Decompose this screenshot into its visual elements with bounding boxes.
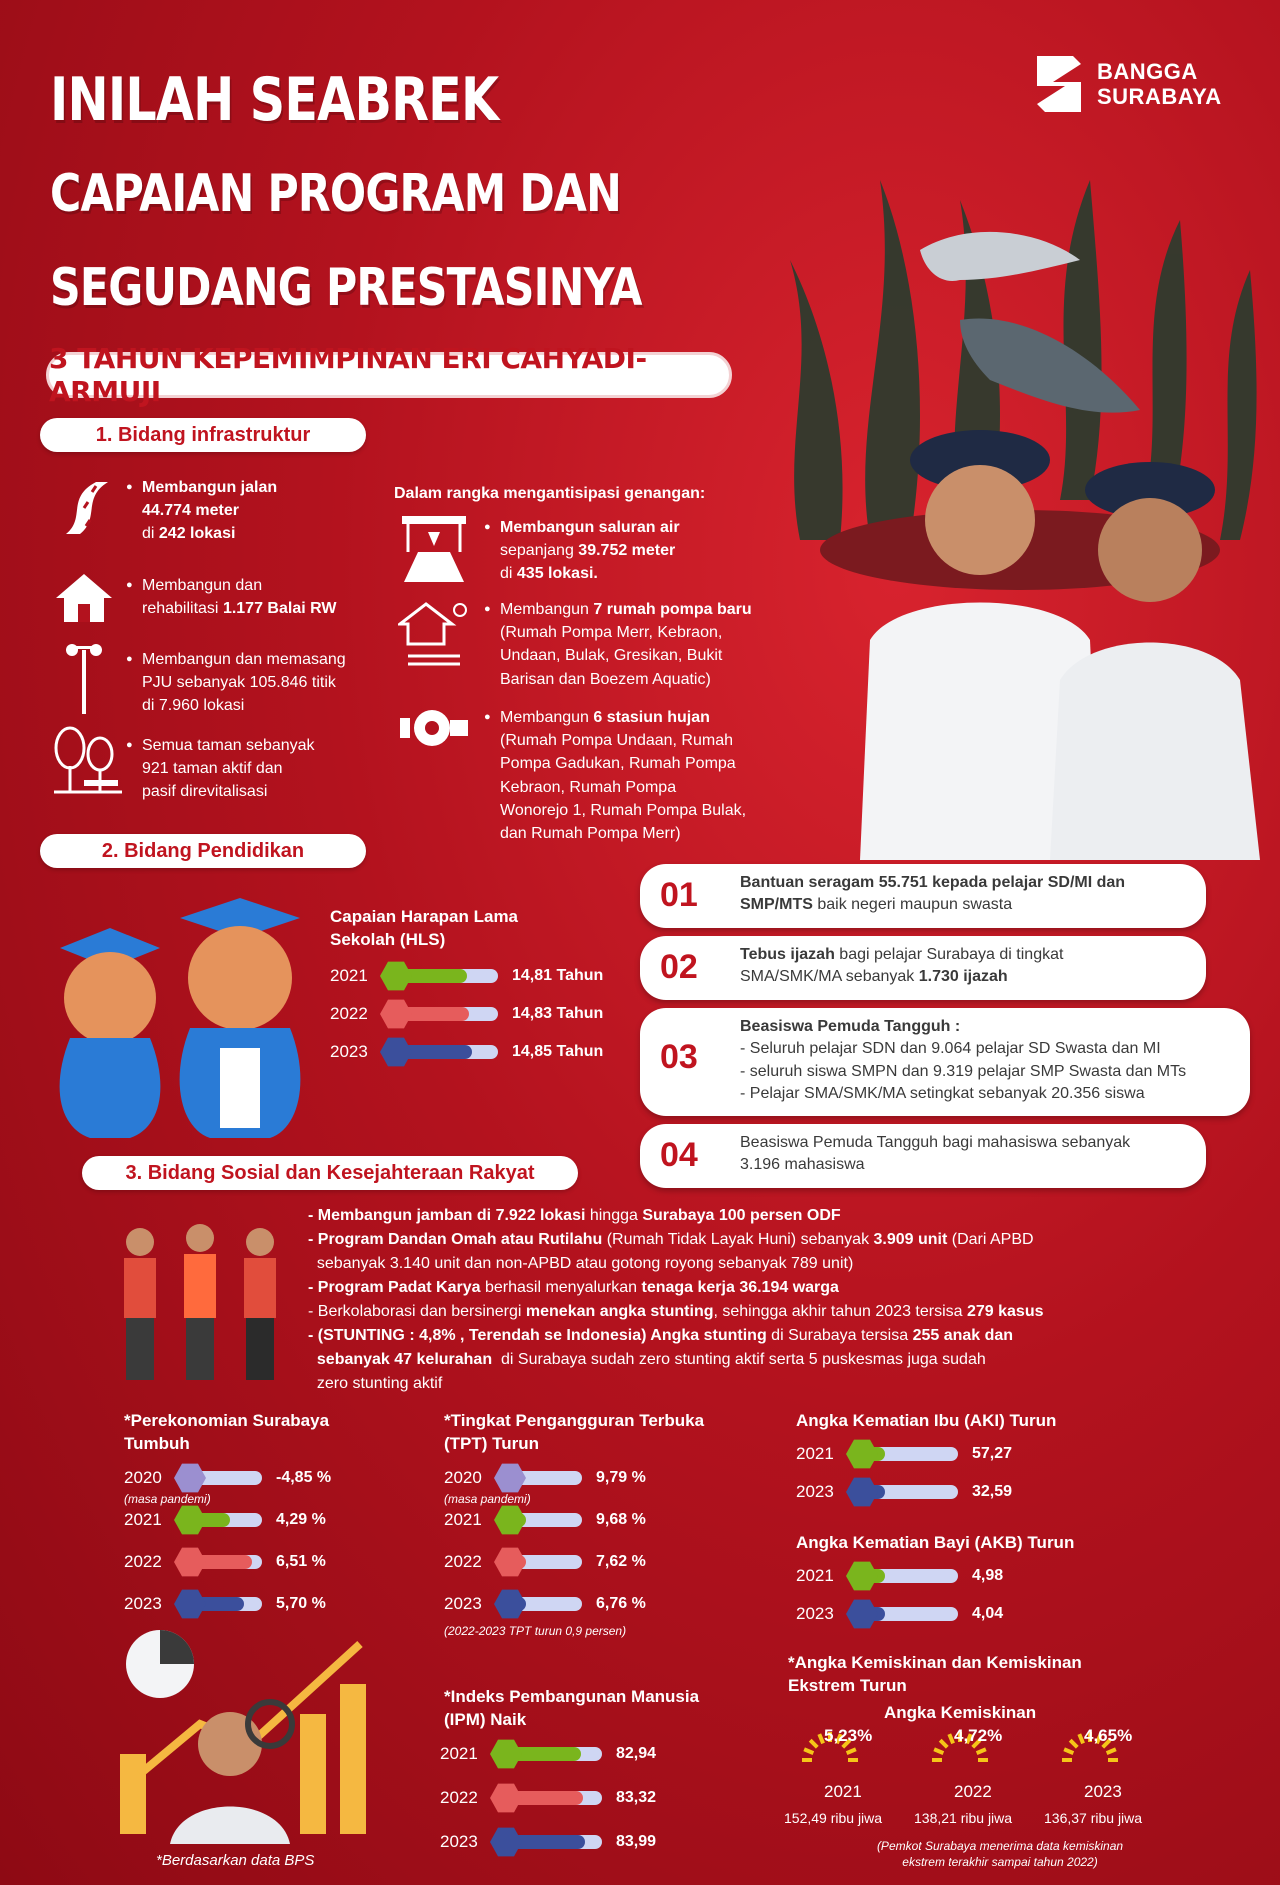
infra-road-l3a: di xyxy=(142,525,159,543)
edu-card-02-l1a: Tebus ijazah xyxy=(740,946,835,963)
bar-row xyxy=(796,1604,1003,1624)
poverty-year: 2021 xyxy=(824,1782,862,1801)
akb-title: Angka Kematian Bayi (AKB) Turun xyxy=(796,1533,1075,1552)
bar-value: 4,04 xyxy=(972,1605,1004,1622)
officials-photo xyxy=(760,120,1280,860)
social-line-part: , sehingga akhir tahun 2023 tersisa xyxy=(713,1303,967,1320)
bar-row xyxy=(124,1594,326,1614)
edu-card-01 xyxy=(640,864,1206,928)
bar-value: 9,79 % xyxy=(596,1469,646,1486)
bar-value: 9,68 % xyxy=(596,1511,646,1528)
social-line-part: (Rumah Tidak Layak Huni) sebanyak xyxy=(602,1231,874,1248)
poverty-people: 138,21 ribu jiwa xyxy=(914,1810,1013,1826)
pump-house-icon xyxy=(398,600,470,673)
bar-track xyxy=(498,1791,602,1805)
bar-track xyxy=(388,1007,498,1021)
ipm-title-l2: (IPM) Naik xyxy=(444,1709,527,1729)
flood-pump-house-text xyxy=(484,598,752,691)
graduates-illustration xyxy=(20,888,320,1153)
social-line xyxy=(308,1252,1248,1276)
analyst-illustration xyxy=(100,1624,380,1849)
bar-value: 5,70 % xyxy=(276,1595,326,1612)
title-line-3: SEGUDANG PRESTASINYA xyxy=(50,258,642,318)
bar-year: 2023 xyxy=(796,1482,834,1501)
flood-pump-station-l1b: 6 stasiun hujan xyxy=(593,709,710,726)
flood-pump-station-l3: Pompa Gadukan, Rumah Pompa xyxy=(500,755,736,773)
edu-card-04 xyxy=(640,1124,1206,1188)
social-line xyxy=(308,1228,1248,1252)
bar-row xyxy=(330,1042,603,1062)
hls-title-l1: Capaian Harapan Lama xyxy=(330,907,519,926)
bar-row xyxy=(796,1444,1012,1464)
edu-card-03-num: 03 xyxy=(660,1038,698,1076)
bar-row xyxy=(124,1552,326,1572)
bar-value: 4,29 % xyxy=(276,1511,326,1528)
social-line-part: - (STUNTING : 4,8% , Terendah se Indonesia) Angka stunting xyxy=(308,1327,767,1344)
flood-pump-station-text xyxy=(484,706,746,845)
logo-mark-icon xyxy=(1033,52,1085,116)
social-line-part: (Dari APBD xyxy=(947,1231,1034,1248)
bar-row xyxy=(796,1566,1003,1586)
tpt-title-l2: (TPT) Turun xyxy=(444,1433,540,1453)
social-line xyxy=(308,1204,1248,1228)
edu-card-03-l4: - Pelajar SMA/SMK/MA setingkat sebanyak 20.356 siswa xyxy=(740,1085,1145,1103)
bar-hex-marker xyxy=(494,1462,526,1494)
edu-card-02 xyxy=(640,936,1206,1000)
bar-year: 2023 xyxy=(124,1594,162,1613)
bar-value: 14,85 Tahun xyxy=(512,1043,604,1060)
bar-row xyxy=(124,1510,326,1530)
bar-hex-marker xyxy=(174,1462,206,1494)
ipm-title-l1: *Indeks Pembangunan Manusia xyxy=(444,1687,700,1706)
bar-year: 2021 xyxy=(444,1510,482,1529)
poverty-people: 136,37 ribu jiwa xyxy=(1044,1810,1143,1826)
edu-card-04-num: 04 xyxy=(660,1136,698,1174)
bar-value: 14,83 Tahun xyxy=(512,1005,604,1022)
source-note: *Berdasarkan data BPS xyxy=(156,1852,315,1869)
infra-house-l2a: rehabilitasi xyxy=(142,600,223,618)
hls-title-l2: Sekolah (HLS) xyxy=(330,929,446,949)
bar-row xyxy=(444,1510,646,1530)
road-icon xyxy=(56,478,110,541)
poverty-note-l2: ekstrem terakhir sampai tahun 2022) xyxy=(902,1855,1098,1870)
ipm-title xyxy=(444,1686,699,1732)
social-line-part: menekan angka stunting xyxy=(525,1303,714,1320)
bar-hex-marker xyxy=(846,1598,878,1630)
bar-row xyxy=(444,1468,646,1488)
bar-track xyxy=(854,1485,958,1499)
bar-value: 4,98 xyxy=(972,1567,1004,1584)
bar-year: 2022 xyxy=(444,1552,482,1571)
infra-park-l3: pasif direvitalisasi xyxy=(142,783,268,801)
flood-pump-house-l1a: Membangun xyxy=(500,601,594,618)
bar-track xyxy=(388,1045,498,1059)
bar-year: 2021 xyxy=(124,1510,162,1529)
bar-row xyxy=(444,1552,646,1572)
flood-drain-l2b: 39.752 meter xyxy=(578,542,676,560)
social-line-part: berhasil menyalurkan xyxy=(480,1279,642,1296)
bar-row xyxy=(330,966,603,986)
bar-hex-marker xyxy=(380,1036,412,1068)
flood-pump-station-l2: (Rumah Pompa Undaan, Rumah xyxy=(500,732,734,750)
bar-hex-marker xyxy=(846,1438,878,1470)
bar-track xyxy=(388,969,498,983)
bar-year: 2021 xyxy=(796,1566,834,1585)
bar-value: 14,81 Tahun xyxy=(512,967,604,984)
infra-house-text xyxy=(126,574,336,620)
flood-drain-l2a: sepanjang xyxy=(500,542,579,560)
bar-year: 2021 xyxy=(440,1744,478,1763)
flood-drain-l3a: di xyxy=(500,565,517,583)
poverty-title-l2: Ekstrem Turun xyxy=(788,1675,907,1695)
social-line-part: - Membangun jamban di 7.922 lokasi xyxy=(308,1207,586,1224)
bar-year: 2022 xyxy=(330,1004,368,1023)
bar-row xyxy=(124,1468,331,1488)
bar-hex-marker xyxy=(380,998,412,1030)
social-line-part: - Program Padat Karya xyxy=(308,1279,481,1296)
bar-hex-marker xyxy=(174,1504,206,1536)
bar-row xyxy=(440,1788,656,1808)
bar-row xyxy=(444,1594,646,1614)
edu-card-03-l2: - Seluruh pelajar SDN dan 9.064 pelajar SD Swasta dan MI xyxy=(740,1040,1161,1058)
bar-track xyxy=(502,1471,582,1485)
infra-road-l3b: 242 lokasi xyxy=(158,525,236,543)
logo-text-1: BANGGA xyxy=(1097,58,1198,84)
infra-pju-l1: ● Membangun dan memasang xyxy=(142,651,346,668)
bar-value: 82,94 xyxy=(616,1745,657,1762)
social-line-part: sebanyak 47 kelurahan xyxy=(308,1351,493,1368)
bar-hex-marker xyxy=(174,1588,206,1620)
social-line-part: 3.909 unit xyxy=(873,1231,948,1248)
bar-year: 2023 xyxy=(444,1594,482,1613)
logo-text-2: SURABAYA xyxy=(1097,84,1222,109)
bar-year: 2021 xyxy=(796,1444,834,1463)
infra-road-text xyxy=(126,476,277,546)
bar-track xyxy=(854,1569,958,1583)
bar-hex-marker xyxy=(380,960,412,992)
social-line-part: tenaga kerja 36.194 warga xyxy=(641,1279,839,1296)
drain-icon xyxy=(398,512,470,591)
bar-value: 7,62 % xyxy=(596,1553,646,1570)
bar-value: 6,51 % xyxy=(276,1553,326,1570)
section3-header: 3. Bidang Sosial dan Kesejahteraan Rakyat xyxy=(82,1156,578,1190)
social-line xyxy=(308,1324,1248,1348)
poverty-subtitle: Angka Kemiskinan xyxy=(884,1703,1037,1722)
street-light-icon xyxy=(64,640,104,721)
bar-value: 83,32 xyxy=(616,1789,657,1806)
infra-house-l2b: 1.177 Balai RW xyxy=(222,600,337,618)
social-line-part: 255 anak dan xyxy=(912,1327,1014,1344)
edu-card-03-l3: - seluruh siswa SMPN dan 9.319 pelajar SMP Swasta dan MTs xyxy=(740,1062,1187,1080)
tpt-note: (masa pandemi) xyxy=(444,1492,531,1506)
bar-track xyxy=(498,1747,602,1761)
bar-hex-marker xyxy=(494,1504,526,1536)
bar-track xyxy=(502,1513,582,1527)
poverty-note-l1: (Pemkot Surabaya menerima data kemiskinan xyxy=(876,1839,1124,1853)
infra-pju-text xyxy=(126,648,346,718)
social-line xyxy=(308,1300,1248,1324)
bar-hex-marker xyxy=(174,1546,206,1578)
bar-track xyxy=(182,1597,262,1611)
bar-year: 2023 xyxy=(440,1832,478,1851)
bar-hex-marker xyxy=(494,1546,526,1578)
pump-station-icon xyxy=(398,702,470,757)
bar-hex-marker xyxy=(494,1588,526,1620)
edu-card-04-l1: Beasiswa Pemuda Tangguh bagi mahasiswa sebanyak xyxy=(740,1134,1131,1151)
edu-card-01-num: 01 xyxy=(660,876,698,914)
bar-row xyxy=(330,1004,603,1024)
bar-year: 2020 xyxy=(124,1468,162,1487)
flood-pump-station-l5: Wonorejo 1, Rumah Pompa Bulak, xyxy=(500,801,747,819)
flood-drain-l3b: 435 lokasi. xyxy=(516,565,598,583)
infra-park-l2: 921 taman aktif dan xyxy=(142,760,283,778)
economy-title xyxy=(124,1410,329,1456)
bar-track xyxy=(502,1555,582,1569)
park-icon xyxy=(50,726,126,803)
bar-year: 2023 xyxy=(330,1042,368,1061)
bar-track xyxy=(182,1555,262,1569)
social-line-part: zero stunting aktif xyxy=(308,1375,443,1392)
social-line-part: hingga xyxy=(585,1207,643,1224)
flood-intro: Dalam rangka mengantisipasi genangan: xyxy=(394,485,706,502)
bar-track xyxy=(502,1597,582,1611)
infra-pju-l2: PJU sebanyak 105.846 titik xyxy=(142,674,336,692)
section2-header: 2. Bidang Pendidikan xyxy=(40,834,366,868)
poverty-title-l1: *Angka Kemiskinan dan Kemiskinan xyxy=(788,1653,1082,1672)
bar-hex-marker xyxy=(846,1560,878,1592)
poverty-pct: 5,23% xyxy=(824,1726,873,1745)
edu-card-02-l1b: bagi pelajar Surabaya di tingkat xyxy=(834,946,1064,963)
edu-card-02-l2b: 1.730 ijazah xyxy=(918,968,1008,986)
infra-house-l1: ● Membangun dan xyxy=(142,577,263,594)
infra-road-l2: 44.774 meter xyxy=(142,502,239,520)
hls-title xyxy=(330,906,518,952)
infra-park-text xyxy=(126,734,315,804)
flood-pump-house-l2: (Rumah Pompa Merr, Kebraon, xyxy=(500,624,723,642)
bar-year: 2021 xyxy=(330,966,368,985)
edu-card-01-l2b: baik negeri maupun swasta xyxy=(812,896,1013,914)
infra-road-l1: ● Membangun jalan xyxy=(142,479,278,496)
house-icon xyxy=(54,572,114,629)
flood-pump-station-l4: Kebraon, Rumah Pompa xyxy=(500,778,677,796)
bar-value: -4,85 % xyxy=(276,1469,332,1486)
poverty-pct: 4,72% xyxy=(954,1726,1003,1745)
edu-card-03 xyxy=(640,1008,1250,1116)
bar-track xyxy=(182,1513,262,1527)
flood-pump-house-l3: Undaan, Bulak, Gresikan, Bukit xyxy=(500,647,723,665)
flood-pump-station-l6: dan Rumah Pompa Merr) xyxy=(500,824,681,842)
poverty-year: 2022 xyxy=(954,1782,992,1801)
bar-year: 2022 xyxy=(124,1552,162,1571)
edu-card-04-l2: 3.196 mahasiswa xyxy=(740,1156,865,1174)
bar-year: 2023 xyxy=(796,1604,834,1623)
bar-value: 6,76 % xyxy=(596,1595,646,1612)
bar-track xyxy=(854,1607,958,1621)
social-line-part: di Surabaya sudah zero stunting aktif serta 5 puskesmas juga sudah xyxy=(492,1351,986,1368)
bar-hex-marker xyxy=(490,1782,522,1814)
tpt-title xyxy=(444,1410,704,1456)
edu-card-01-l1: Bantuan seragam 55.751 kepada pelajar SD/MI dan xyxy=(740,874,1126,891)
infra-park-l1: ● Semua taman sebanyak xyxy=(142,737,315,754)
edu-card-02-num: 02 xyxy=(660,948,698,986)
bar-year: 2022 xyxy=(440,1788,478,1807)
bar-row xyxy=(440,1744,656,1764)
bar-value: 32,59 xyxy=(972,1483,1013,1500)
edu-card-01-l2a: SMP/MTS xyxy=(740,896,813,914)
poverty-pct: 4,65% xyxy=(1084,1726,1133,1745)
workers-illustration xyxy=(100,1212,300,1387)
bar-hex-marker xyxy=(490,1826,522,1858)
title-line-2: CAPAIAN PROGRAM DAN xyxy=(50,164,621,224)
social-lines xyxy=(308,1204,1248,1396)
tpt-footnote: (2022-2023 TPT turun 0,9 persen) xyxy=(444,1624,627,1638)
poverty-year: 2023 xyxy=(1084,1782,1122,1801)
social-line-part: sebanyak 3.140 unit dan non-APBD atau gotong royong sebanyak 789 unit) xyxy=(308,1255,854,1272)
economy-title-l1: *Perekonomian Surabaya xyxy=(124,1411,330,1430)
bar-hex-marker xyxy=(490,1738,522,1770)
section1-header: 1. Bidang infrastruktur xyxy=(40,418,366,452)
flood-drain-l1: ● Membangun saluran air xyxy=(500,519,680,536)
social-line xyxy=(308,1372,1248,1396)
economy-note: (masa pandemi) xyxy=(124,1492,211,1506)
social-line-part: 279 kasus xyxy=(966,1303,1044,1320)
infra-pju-l3: di 7.960 lokasi xyxy=(142,697,245,715)
bar-value: 83,99 xyxy=(616,1833,657,1850)
bangga-surabaya-logo xyxy=(1033,52,1222,116)
bar-row xyxy=(796,1482,1012,1502)
bar-track xyxy=(498,1835,602,1849)
social-line-part: - Program Dandan Omah atau Rutilahu xyxy=(308,1231,603,1248)
bar-row xyxy=(440,1832,656,1852)
flood-drain-text xyxy=(484,516,680,586)
bar-track xyxy=(182,1471,262,1485)
bar-track xyxy=(854,1447,958,1461)
social-line xyxy=(308,1348,1248,1372)
social-line-part: Surabaya 100 persen ODF xyxy=(642,1207,841,1224)
bar-year: 2020 xyxy=(444,1468,482,1487)
social-line xyxy=(308,1276,1248,1300)
bar-hex-marker xyxy=(846,1476,878,1508)
aki-title: Angka Kematian Ibu (AKI) Turun xyxy=(796,1411,1057,1430)
poverty-note xyxy=(790,1838,1210,1870)
bar-value: 57,27 xyxy=(972,1445,1013,1462)
poverty-title xyxy=(788,1652,1082,1698)
flood-pump-house-l1b: 7 rumah pompa baru xyxy=(593,601,752,618)
economy-title-l2: Tumbuh xyxy=(124,1433,190,1453)
poverty-people: 152,49 ribu jiwa xyxy=(784,1810,883,1826)
subtitle-pill: 3 TAHUN KEPEMIMPINAN ERI CAHYADI-ARMUJI xyxy=(46,352,732,398)
flood-pump-house-l4: Barisan dan Boezem Aquatic) xyxy=(500,670,711,688)
social-line-part: - Berkolaborasi dan bersinergi xyxy=(308,1303,526,1320)
social-line-part: di Surabaya tersisa xyxy=(766,1327,913,1344)
edu-card-03-l1: Beasiswa Pemuda Tangguh : xyxy=(740,1018,961,1035)
tpt-title-l1: *Tingkat Pengangguran Terbuka xyxy=(444,1411,705,1430)
title-line-1: INILAH SEABREK xyxy=(50,65,499,135)
edu-card-02-l2a: SMA/SMK/MA sebanyak xyxy=(740,968,919,986)
flood-pump-station-l1a: Membangun xyxy=(500,709,594,726)
